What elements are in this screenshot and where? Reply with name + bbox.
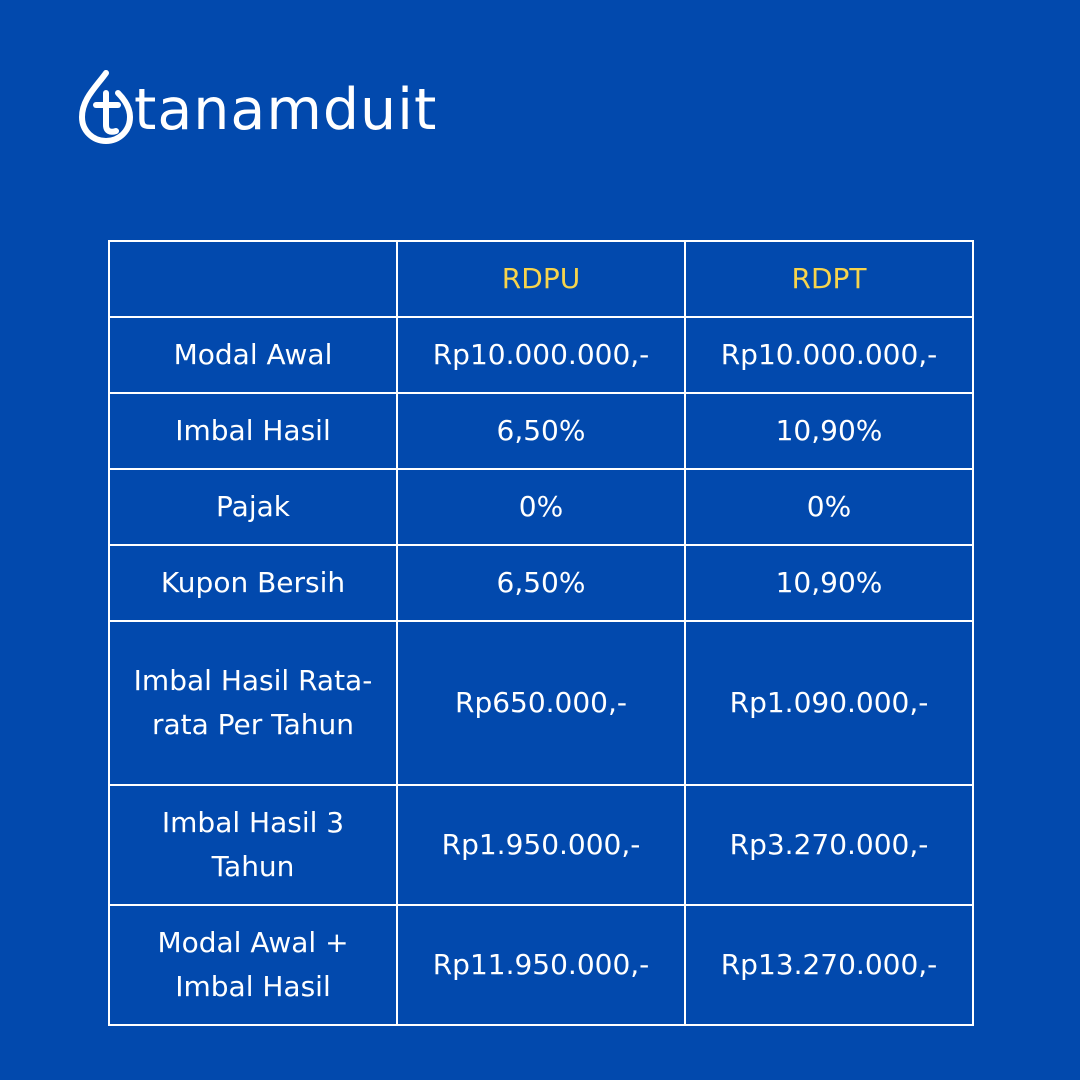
row-label: Modal Awal + Imbal Hasil [109, 905, 397, 1025]
rdpt-value: Rp3.270.000,- [685, 785, 973, 905]
header-rdpt: RDPT [685, 241, 973, 317]
rdpt-value: 10,90% [685, 393, 973, 469]
row-label: Imbal Hasil 3 Tahun [109, 785, 397, 905]
brand-logo [76, 66, 437, 148]
row-label: Imbal Hasil Rata-rata Per Tahun [109, 621, 397, 785]
rdpt-value: 0% [685, 469, 973, 545]
brand-name: tanamduit [134, 76, 438, 143]
rdpu-value: 6,50% [397, 545, 685, 621]
header-rdpu: RDPU [397, 241, 685, 317]
table-row [109, 621, 973, 785]
rdpt-value: Rp13.270.000,- [685, 905, 973, 1025]
rdpt-value: 10,90% [685, 545, 973, 621]
table-row [109, 545, 973, 621]
table-row [109, 905, 973, 1025]
table-header-row [109, 241, 973, 317]
rdpu-value: Rp650.000,- [397, 621, 685, 785]
comparison-table [108, 240, 974, 1026]
rdpu-value: Rp1.950.000,- [397, 785, 685, 905]
header-empty-cell [109, 241, 397, 317]
table-row [109, 469, 973, 545]
row-label: Modal Awal [109, 317, 397, 393]
rdpt-value: Rp1.090.000,- [685, 621, 973, 785]
table-row [109, 785, 973, 905]
row-label: Kupon Bersih [109, 545, 397, 621]
row-label: Pajak [109, 469, 397, 545]
row-label: Imbal Hasil [109, 393, 397, 469]
table-row [109, 393, 973, 469]
rdpu-value: Rp10.000.000,- [397, 317, 685, 393]
rdpu-value: 0% [397, 469, 685, 545]
rdpt-value: Rp10.000.000,- [685, 317, 973, 393]
rdpu-value: 6,50% [397, 393, 685, 469]
seed-drop-icon [76, 67, 136, 147]
rdpu-value: Rp11.950.000,- [397, 905, 685, 1025]
table-row [109, 317, 973, 393]
